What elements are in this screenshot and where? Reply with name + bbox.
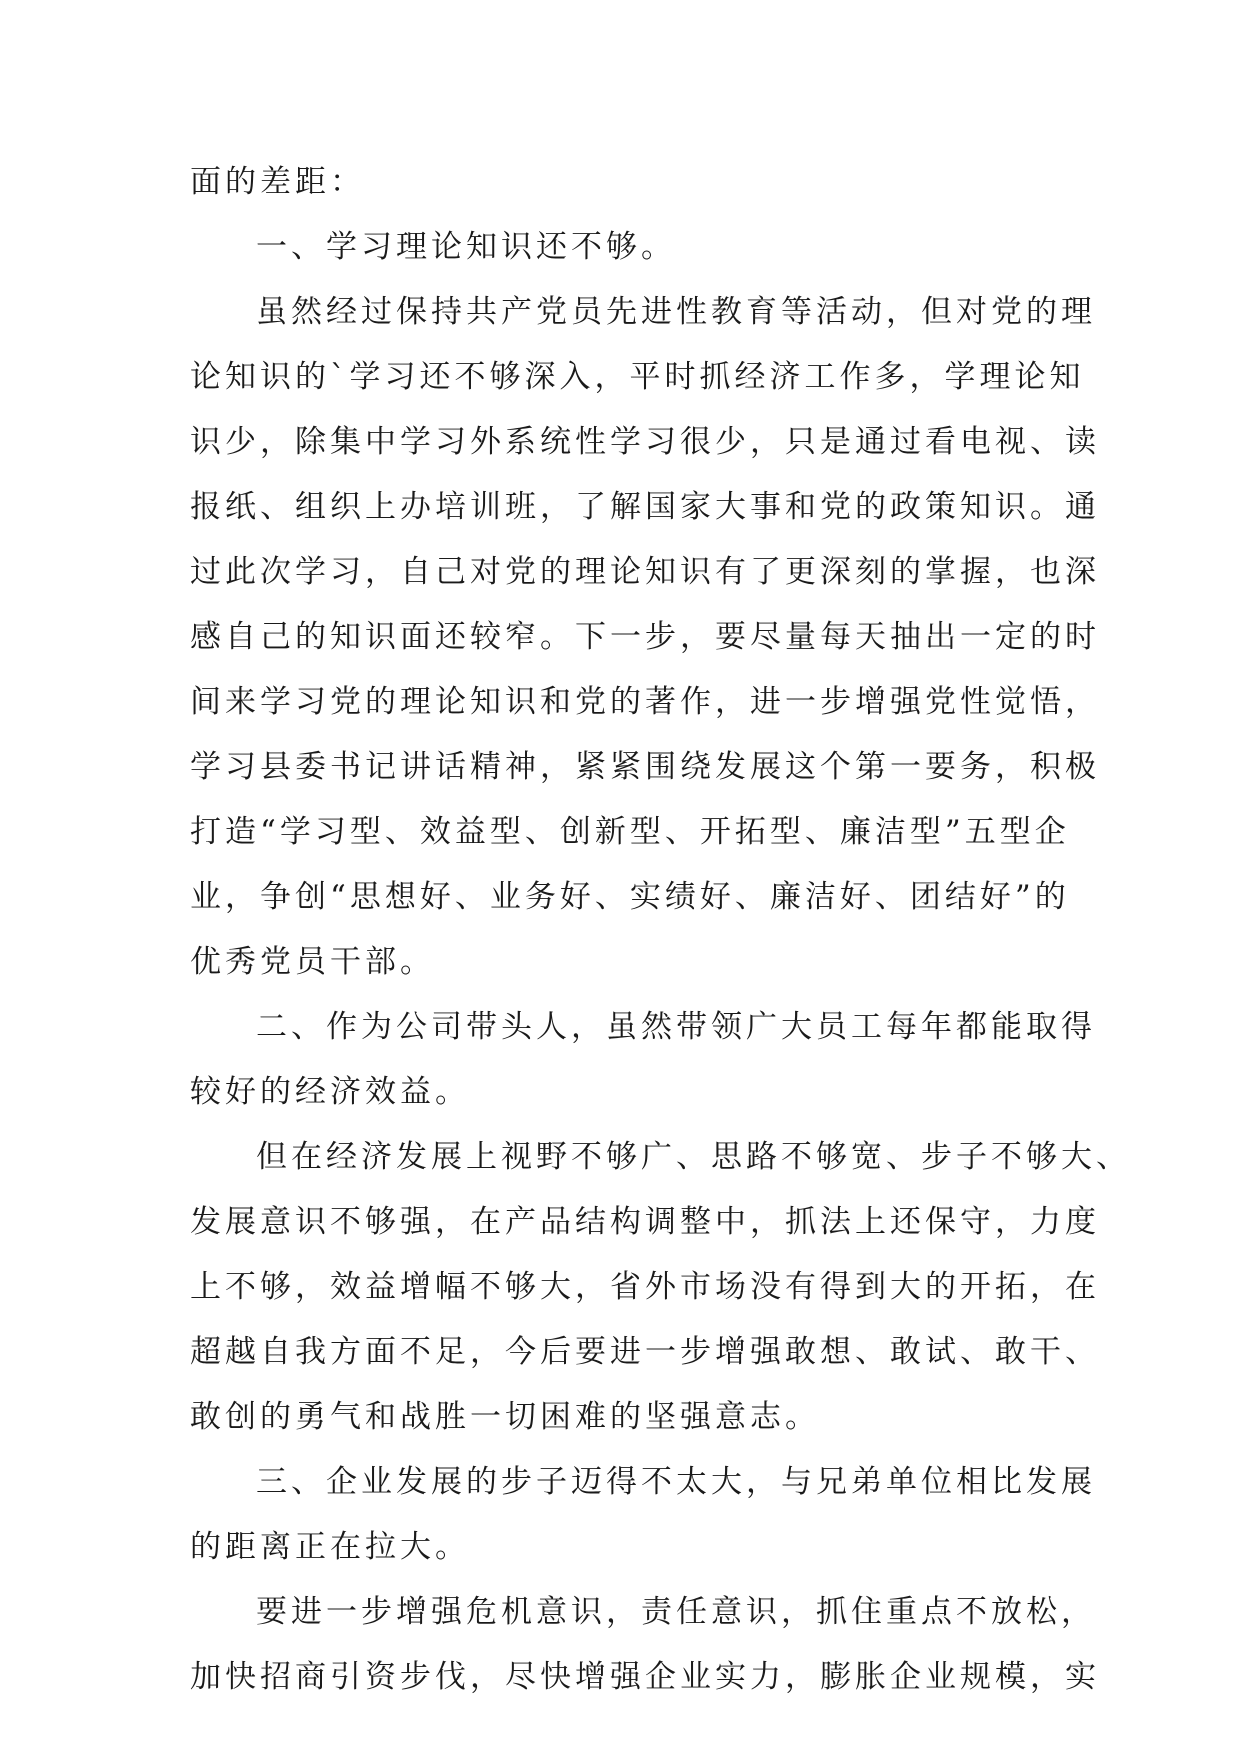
text-line: 过此次学习，自己对党的理论知识有了更深刻的掌握，也深 — [190, 554, 1100, 590]
text-line: 间来学习党的理论知识和党的著作，进一步增强党性觉悟， — [190, 684, 1100, 720]
text-line: 较好的经济效益。 — [190, 1074, 470, 1110]
text-line: 发展意识不够强，在产品结构调整中，抓法上还保守，力度 — [190, 1204, 1100, 1240]
text-line: 面的差距： — [190, 164, 365, 200]
text-line: 虽然经过保持共产党员先进性教育等活动，但对党的理 — [256, 294, 1096, 330]
text-line: 的距离正在拉大。 — [190, 1529, 470, 1565]
section-heading-2: 二、作为公司带头人，虽然带领广大员工每年都能取得 — [256, 1009, 1096, 1045]
text-line: 敢创的勇气和战胜一切困难的坚强意志。 — [190, 1399, 820, 1435]
section-heading-1: 一、学习理论知识还不够。 — [256, 229, 676, 265]
text-line: 业，争创“思想好、业务好、实绩好、廉洁好、团结好”的 — [190, 879, 1070, 915]
text-line: 但在经济发展上视野不够广、思路不够宽、步子不够大、 — [256, 1139, 1131, 1175]
section-heading-3: 三、企业发展的步子迈得不太大，与兄弟单位相比发展 — [256, 1464, 1096, 1500]
document-body — [190, 150, 1131, 1710]
text-line: 论知识的`学习还不够深入，平时抓经济工作多，学理论知 — [190, 359, 1085, 395]
text-line: 加快招商引资步伐，尽快增强企业实力，膨胀企业规模，实 — [190, 1659, 1100, 1695]
text-line: 学习县委书记讲话精神，紧紧围绕发展这个第一要务，积极 — [190, 749, 1100, 785]
text-line: 超越自我方面不足，今后要进一步增强敢想、敢试、敢干、 — [190, 1334, 1100, 1370]
text-line: 要进一步增强危机意识，责任意识，抓住重点不放松， — [256, 1594, 1096, 1630]
text-line: 优秀党员干部。 — [190, 944, 435, 980]
text-line: 识少，除集中学习外系统性学习很少，只是通过看电视、读 — [190, 424, 1100, 460]
text-line: 打造“学习型、效益型、创新型、开拓型、廉洁型”五型企 — [190, 814, 1070, 850]
text-line: 报纸、组织上办培训班，了解国家大事和党的政策知识。通 — [190, 489, 1100, 525]
text-line: 感自己的知识面还较窄。下一步，要尽量每天抽出一定的时 — [190, 619, 1100, 655]
text-line: 上不够，效益增幅不够大，省外市场没有得到大的开拓，在 — [190, 1269, 1100, 1305]
